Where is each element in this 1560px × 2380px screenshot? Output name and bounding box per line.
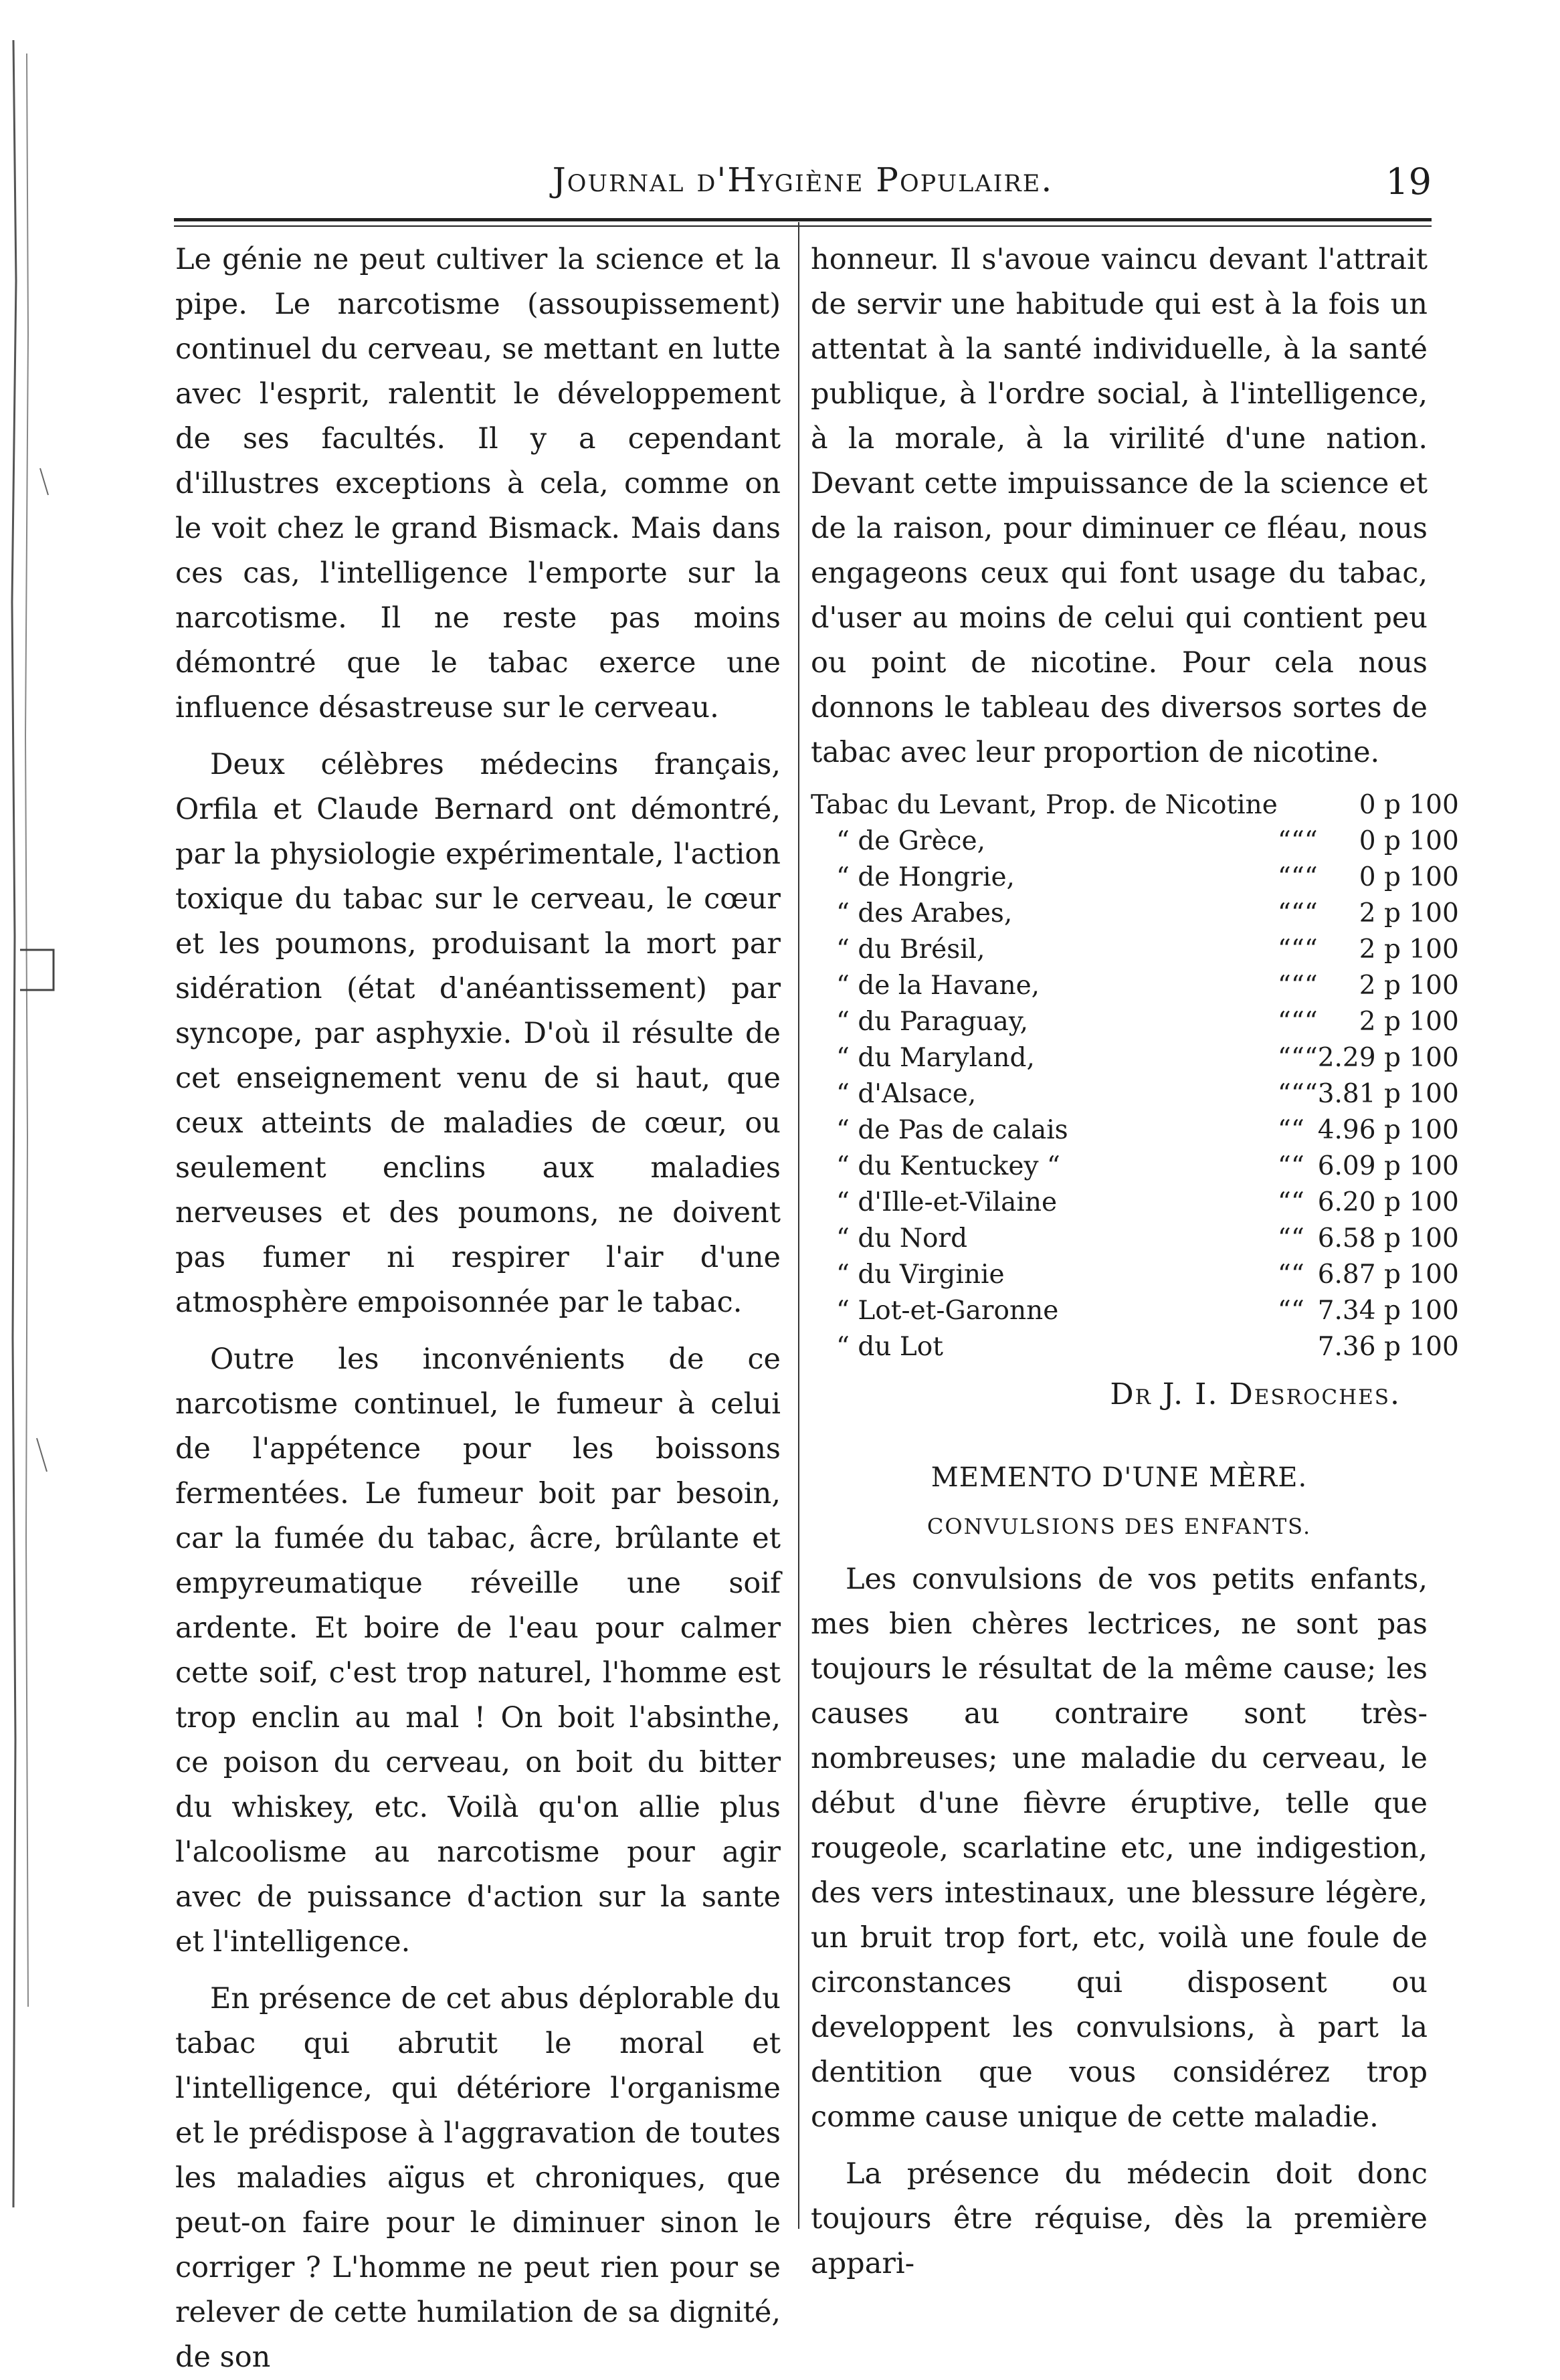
ditto-mark: “ <box>1277 826 1291 856</box>
left-paragraph-2: Deux célèbres médecins français, Orfila et Claude Bernard ont démontré, par la physiologie expérimentale, l'action toxique du tabac sur le cerveau, le cœur et les poumons, produisant la mort par sidération (état d'anéantissement) par syncope, par asphyxie. D'où il résulte de cet enseignement venu de si haut, que ceux atteints de maladies de cœur, ou seulement enclins aux maladies nerveuses et des poumons, ne doivent pas fumer ni respirer l'air d'une atmosphère empoisonnée par le tabac. <box>175 748 781 1319</box>
ditto-mark: “ <box>1277 1007 1291 1037</box>
nicotine-table <box>811 787 1459 1365</box>
tobacco-name: “ de Grèce, <box>836 826 985 856</box>
right-paragraph-1: honneur. Il s'avoue vaincu devant l'attrait de servir une habitude qui est à la fois un attentat à la santé individuelle, à la santé publique, à l'ordre social, à l'intelligence, à la morale, à la virilité d'une nation. Devant cette impuissance de la science et de la raison, pour diminuer ce fléau, nous engageons ceux qui font usage du tabac, d'user au moins de celui qui contient peu ou point de nicotine. Pour cela nous donnons le tableau des diversos sortes de tabac avec leur proportion de nicotine. <box>811 243 1428 769</box>
tobacco-name: “ du Kentuckey “ <box>836 1151 1060 1181</box>
tobacco-name: Tabac du Levant, Prop. de Nicotine <box>811 790 1278 820</box>
tobacco-name: “ du Maryland, <box>836 1043 1035 1073</box>
tobacco-name: “ des Arabes, <box>836 898 1013 928</box>
nicotine-proportion: 4.96 p 100 <box>1317 1115 1459 1145</box>
table-row <box>811 1185 1459 1221</box>
ditto-mark: “ <box>1277 971 1291 1001</box>
nicotine-proportion: 2.29 p 100 <box>1317 1043 1459 1073</box>
ditto-mark: “ <box>1290 971 1304 1001</box>
ditto-mark: “ <box>1290 1223 1304 1254</box>
ditto-mark: “ <box>1304 1007 1318 1037</box>
table-row <box>811 1293 1459 1329</box>
table-row <box>811 968 1459 1004</box>
ditto-mark: “ <box>1277 1043 1291 1073</box>
ditto-mark <box>1278 1329 1291 1365</box>
left-column <box>175 237 781 2374</box>
binding-edge-marks <box>0 0 67 2282</box>
ditto-mark: “ <box>1277 1115 1291 1145</box>
ditto-mark: “ <box>1290 1007 1304 1037</box>
table-row <box>811 1257 1459 1293</box>
left-paragraph-4: En présence de cet abus déplorable du tabac qui abrutit le moral et l'intelligence, qui détériore l'organisme et le prédispose à l'aggravation de toutes les maladies aïgus et chroniques, que peut-on faire pour le diminuer sinon le corriger ? L'homme ne peut rien pour se relever de cette humilation de sa dignité, de son <box>175 1982 781 2374</box>
ditto-mark: “ <box>1304 862 1318 892</box>
ditto-mark: “ <box>1290 826 1304 856</box>
ditto-mark: “ <box>1277 1296 1291 1326</box>
page-number: 19 <box>1385 161 1432 203</box>
ditto-mark <box>1304 1293 1318 1329</box>
tobacco-name: “ Lot-et-Garonne <box>836 1296 1059 1326</box>
ditto-mark: “ <box>1277 1079 1291 1109</box>
ditto-mark: “ <box>1277 862 1291 892</box>
ditto-mark <box>1304 1112 1318 1149</box>
ditto-mark: “ <box>1277 1223 1291 1254</box>
nicotine-proportion: 0 p 100 <box>1359 790 1459 820</box>
ditto-mark <box>1278 787 1291 823</box>
ditto-mark: “ <box>1290 934 1304 965</box>
ditto-mark: “ <box>1290 1260 1304 1290</box>
ditto-mark <box>1304 1257 1318 1293</box>
nicotine-proportion: 7.34 p 100 <box>1317 1296 1459 1326</box>
ditto-mark: “ <box>1290 1151 1304 1181</box>
tobacco-name: “ de la Havane, <box>836 971 1040 1001</box>
tobacco-name: “ de Hongrie, <box>836 862 1015 892</box>
ditto-mark: “ <box>1304 1079 1318 1109</box>
ditto-mark <box>1304 1329 1318 1365</box>
tobacco-name: “ du Lot <box>836 1332 943 1362</box>
ditto-mark: “ <box>1304 1043 1318 1073</box>
ditto-mark: “ <box>1304 826 1318 856</box>
nicotine-proportion: 3.81 p 100 <box>1317 1079 1459 1109</box>
table-row <box>811 787 1459 823</box>
ditto-mark <box>1304 1185 1318 1221</box>
ditto-mark <box>1304 1149 1318 1185</box>
ditto-mark: “ <box>1290 1296 1304 1326</box>
table-row <box>811 1004 1459 1040</box>
tobacco-name: “ du Nord <box>836 1223 968 1254</box>
column-separator <box>798 222 799 2229</box>
nicotine-proportion: 2 p 100 <box>1359 1007 1459 1037</box>
memento-paragraph-1: Les convulsions de vos petits enfants, mes bien chères lectrices, ne sont pas toujours le résultat de la même cause; les causes au contraire sont très-nombreuses; une maladie du cerveau, le début d'une fièvre éruptive, telle que rougeole, scarlatine etc, une indigestion, des vers intestinaux, une blessure légère, un bruit trop fort, etc, voilà une foule de circonstances qui disposent ou developpent les convulsions, à part la dentition que vous considérez trop comme cause unique de cette maladie. <box>811 1563 1428 2134</box>
nicotine-proportion: 2 p 100 <box>1359 898 1459 928</box>
running-title: Journal d'Hygiène Populaire. <box>552 161 1054 199</box>
nicotine-proportion: 7.36 p 100 <box>1317 1332 1459 1362</box>
tobacco-name: “ du Virginie <box>836 1260 1005 1290</box>
ditto-mark: “ <box>1290 1115 1304 1145</box>
ditto-mark: “ <box>1277 1151 1291 1181</box>
ditto-mark: “ <box>1290 862 1304 892</box>
table-row <box>811 1221 1459 1257</box>
nicotine-proportion: 6.58 p 100 <box>1317 1223 1459 1254</box>
ditto-mark: “ <box>1304 898 1318 928</box>
tobacco-name: “ d'Ille-et-Vilaine <box>836 1187 1058 1217</box>
ditto-mark: “ <box>1277 898 1291 928</box>
left-paragraph-3: Outre les inconvénients de ce narcotisme continuel, le fumeur à celui de l'appétence pour les boissons fermentées. Le fumeur boit par besoin, car la fumée du tabac, âcre, brûlante et empyreumatique réveille une soif ardente. Et boire de l'eau pour calmer cette soif, c'est trop naturel, l'homme est trop enclin au mal ! On boit l'absinthe, ce poison du cerveau, on boit du bitter du whiskey, etc. Voilà qu'on allie plus l'alcoolisme au narcotisme pour agir avec de puissance d'action sur la sante et l'intelligence. <box>175 1343 781 1959</box>
table-row <box>811 1329 1459 1365</box>
header-double-rule <box>174 218 1432 227</box>
ditto-mark: “ <box>1290 1043 1304 1073</box>
nicotine-proportion: 0 p 100 <box>1359 862 1459 892</box>
ditto-mark: “ <box>1304 971 1318 1001</box>
ditto-mark <box>1291 1329 1304 1365</box>
nicotine-proportion: 0 p 100 <box>1359 826 1459 856</box>
table-row <box>811 1112 1459 1149</box>
tobacco-name: “ d'Alsace, <box>836 1079 977 1109</box>
ditto-mark: “ <box>1304 934 1318 965</box>
ditto-mark: “ <box>1277 1187 1291 1217</box>
ditto-mark: “ <box>1290 1187 1304 1217</box>
tobacco-name: “ de Pas de calais <box>836 1115 1068 1145</box>
section-title: MEMENTO D'UNE MÈRE. <box>931 1462 1308 1493</box>
tobacco-name: “ du Brésil, <box>836 934 985 965</box>
ditto-mark: “ <box>1277 934 1291 965</box>
right-column <box>811 237 1459 2280</box>
ditto-mark <box>1304 787 1318 823</box>
table-row <box>811 1076 1459 1112</box>
memento-paragraph-2: La présence du médecin doit donc toujours être réquise, dès la première appari- <box>811 2157 1428 2280</box>
author-signature: Dr J. I. Desroches. <box>1110 1377 1401 1411</box>
nicotine-proportion: 6.20 p 100 <box>1317 1187 1459 1217</box>
table-row <box>811 860 1459 896</box>
table-row <box>811 932 1459 968</box>
ditto-mark: “ <box>1290 1079 1304 1109</box>
table-row <box>811 1040 1459 1076</box>
running-head <box>174 148 1432 215</box>
table-row <box>811 896 1459 932</box>
nicotine-proportion: 2 p 100 <box>1359 971 1459 1001</box>
nicotine-proportion: 6.09 p 100 <box>1317 1151 1459 1181</box>
left-paragraph-1: Le génie ne peut cultiver la science et la pipe. Le narcotisme (assoupissement) continuel du cerveau, se mettant en lutte avec l'esprit, ralentit le développement de ses facultés. Il y a cependant d'illustres exceptions à cela, comme on le voit chez le grand Bismack. Mais dans ces cas, l'intelligence l'emporte sur la narcotisme. Il ne reste pas moins démontré que le tabac exerce une influence désastreuse sur le cerveau. <box>175 243 781 724</box>
nicotine-proportion: 6.87 p 100 <box>1317 1260 1459 1290</box>
table-row <box>811 1149 1459 1185</box>
ditto-mark: “ <box>1290 898 1304 928</box>
ditto-mark <box>1291 787 1304 823</box>
ditto-mark <box>1304 1221 1318 1257</box>
ditto-mark: “ <box>1277 1260 1291 1290</box>
section-subtitle: CONVULSIONS DES ENFANTS. <box>927 1514 1312 1539</box>
nicotine-proportion: 2 p 100 <box>1359 934 1459 965</box>
table-row <box>811 823 1459 860</box>
tobacco-name: “ du Paraguay, <box>836 1007 1029 1037</box>
